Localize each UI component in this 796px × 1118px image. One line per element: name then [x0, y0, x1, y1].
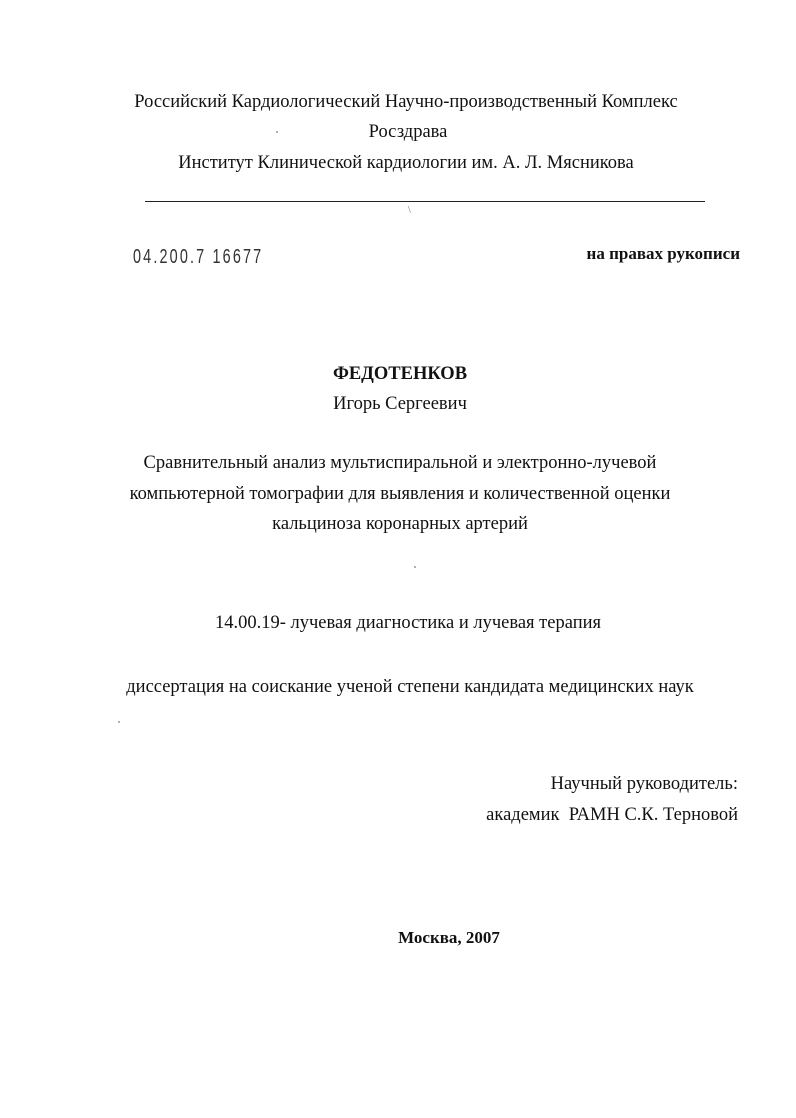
rights-note: на правах рукописи	[586, 244, 740, 263]
supervisor-label: Научный руководитель:	[550, 774, 738, 794]
place-and-year: Москва, 2007	[398, 928, 500, 947]
supervisor-name: академик РАМН С.К. Терновой	[486, 805, 738, 825]
thesis-title-line-1: Сравнительный анализ мультиспиральной и электронно-лучевой	[143, 453, 657, 473]
degree-statement: диссертация на соискание ученой степени кандидата медицинских наук	[126, 677, 694, 697]
speciality-code: 14.00.19- лучевая диагностика и лучевая терапия	[214, 613, 602, 633]
scan-artifact: \	[408, 205, 411, 216]
author-given-names: Игорь Сергеевич	[333, 394, 467, 414]
thesis-title-line-3: кальциноза коронарных артерий	[272, 514, 528, 534]
scan-speck	[276, 131, 278, 133]
thesis-title-line-2: компьютерной томографии для выявления и количественной оценки	[129, 484, 671, 504]
scan-speck	[118, 721, 120, 723]
scan-speck	[414, 566, 416, 568]
author-surname: ФЕДОТЕНКОВ	[332, 364, 468, 384]
organization-name: Российский Кардиологический Научно-производственный Комплекс	[134, 92, 678, 112]
header-divider	[145, 201, 705, 202]
institute-name: Институт Клинической кардиологии им. А. Л. Мясникова	[178, 153, 634, 173]
agency-name: Росздрава	[368, 122, 448, 142]
registration-stamp: 04.200.7 16677	[133, 246, 264, 268]
